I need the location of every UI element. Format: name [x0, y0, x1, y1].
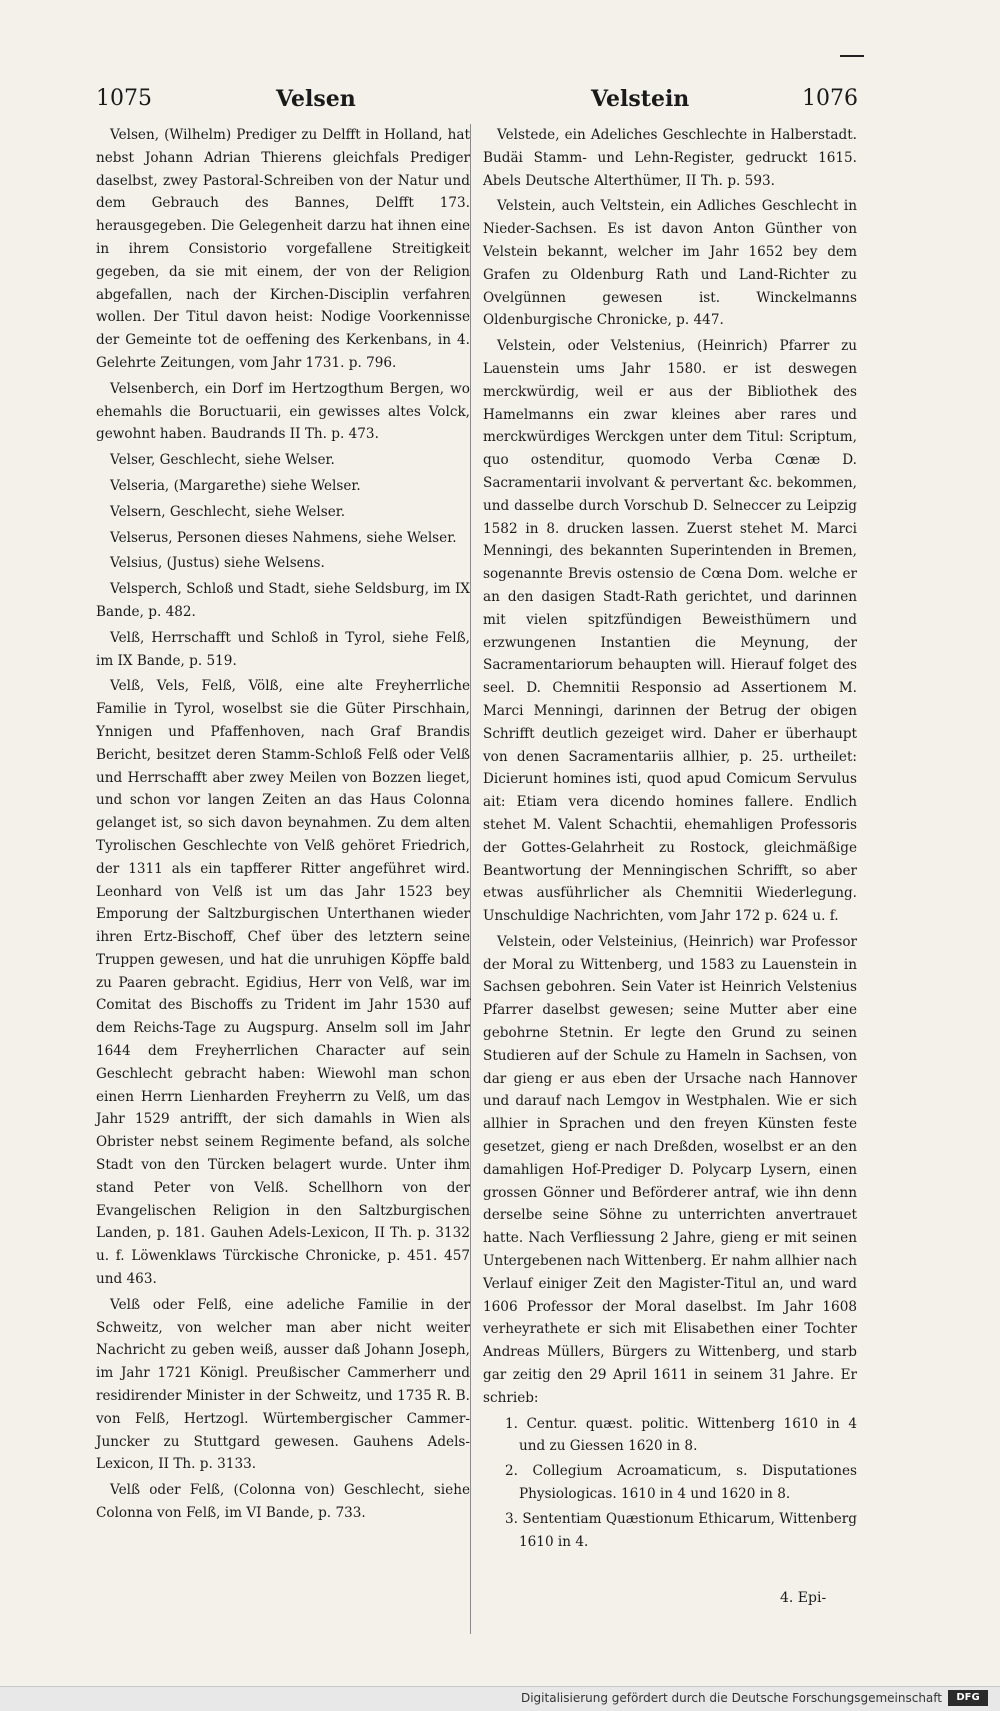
entry-velserus: Velserus, Personen dieses Nahmens, siehe Welser.	[110, 529, 457, 546]
left-running-head: Velsen	[276, 86, 356, 112]
entry-velstede: Velstede, ein Adeliches Geschlechte in Halberstadt. Budäi Stamm- und Lehn-Register, gedruckt 1615. Abels Deutsche Alterthümer, II Th. p. 593.	[483, 127, 857, 189]
entry-velstein-professor: Velstein, oder Velsteinius, (Heinrich) war Professor der Moral zu Wittenberg, und 1583 zu Lauenstein in Sachsen gebohren. Sein Vater ist Heinrich Velstenius Pfarrer daselbst gewesen; seine Mutter aber eine gebohrne Stetnin. Er legte den Grund zu seinen Studieren auf der Schule zu Hameln in Sachsen, von dar gieng er aus eben der Ursache nach Hannover und darauf nach Lemgov in Westphalen. Wie er sich allhier in Sprachen und den freyen Künsten feste gesetzet, gieng er nach Dreßden, woselbst er an den damahligen Hof-Prediger D. Polycarp Lysern, einen grossen Gönner und Beförderer antraf, wie ihn denn derselbe seine Söhne zu unterrichten anvertrauet hatte. Nach Verfliessung 2 Jahre, gieng er mit seinen Untergebenen nach Wittenberg. Er nahm allhier nach Verlauf einiger Zeit den Magister-Titul an, und ward 1606 Professor der Moral daselbst. Im Jahr 1608 verheyrathete er sich mit Elisabethen einer Tochter Andreas Müllers, Bürgers zu Wittenberg, und starb gar zeitig den 29 April 1611 in seinem 31 Jahre. Er schrieb:	[483, 933, 857, 1406]
works-list	[505, 1413, 857, 1554]
entry-velss-schweitz: Velß oder Felß, eine adeliche Familie in der Schweitz, von welcher man aber nicht weiter Nachricht zu geben weiß, ausser daß Johann Joseph, im Jahr 1721 Königl. Preußischer Cammerherr und residirender Minister in der Schweitz, und 1735 R. B. von Felß, Hertzogl. Würtembergischer Cammer-Juncker zu Stuttgard gewesen. Gauhens Adels-Lexicon, II Th. p. 3133.	[96, 1296, 470, 1473]
right-running-head: Velstein	[591, 86, 690, 112]
footer-bar	[0, 1686, 1000, 1711]
entry-velstein-adlich: Velstein, auch Veltstein, ein Adliches Geschlecht in Nieder-Sachsen. Es ist davon Anton Günther von Velstein bekannt, welcher im Jahr 1652 bey dem Grafen zu Oldenburg Rath und Land-Richter zu Ovelgünnen gewesen ist. Winckelmanns Oldenburgische Chronicke, p. 447.	[483, 198, 857, 329]
right-page-number: 1076	[802, 86, 858, 111]
entry-velsen-wilhelm: Velsen, (Wilhelm) Prediger zu Delfft in Holland, hat nebst Johann Adrian Thierens gleichfals Prediger daselbst, zwey Pastoral-Schreiben von der Natur und dem Gebrauch des Bannes, Delfft 173. herausgegeben. Die Gelegenheit darzu hat ihnen eine in ihrem Consistorio vorgefallene Streitigkeit gegeben, da sie mit einem, der von der Religion abgefallen, nach der Kirchen-Disciplin verfahren wollen. Der Titul davon heist: Nodige Voorkennisse der Gemeinte tot de oeffening des Kerkenbans, in 4. Gelehrte Zeitungen, vom Jahr 1731. p. 796.	[96, 127, 470, 371]
entry-velss-colonna: Velß oder Felß, (Colonna von) Geschlecht, siehe Colonna von Felß, im VI Bande, p. 733.	[96, 1482, 470, 1522]
dfg-logo: DFG	[948, 1690, 988, 1706]
works-list-item: 2. Collegium Acroamaticum, s. Disputationes Physiologicas. 1610 in 4 und 1620 in 8.	[505, 1463, 857, 1503]
entry-velsius: Velsius, (Justus) siehe Welsens.	[110, 555, 325, 572]
column-divider	[470, 124, 471, 1634]
works-list-item: 3. Sententiam Quæstionum Ethicarum, Wittenberg 1610 in 4.	[505, 1510, 857, 1550]
page-header	[96, 80, 858, 116]
left-page-number: 1075	[96, 86, 152, 111]
entry-velsenberch: Velsenberch, ein Dorf im Hertzogthum Bergen, wo ehemahls die Boructuarii, ein gewisses altes Volck, gewohnt haben. Baudrands II Th. p. 473.	[96, 380, 470, 443]
entry-velseria: Velseria, (Margarethe) siehe Welser.	[110, 477, 361, 494]
entry-velstein-pfarrer: Velstein, oder Velstenius, (Heinrich) Pfarrer zu Lauenstein ums Jahr 1580. er ist deswegen merckwürdig, weil er aus der Bibliothek des Hamelmanns ein zwar kleines aber rares und merckwürdiges Werckgen unter dem Titul: Scriptum, quo ostenditur, quomodo Verba Cœnæ D. Sacramentarii involvant & pervertant &c. bekommen, und dasselbe durch Vorschub D. Selneccer zu Leipzig 1582 in 8. drucken lassen. Zuerst stehet M. Marci Menningi, des bekannten Superintenden in Bremen, sogenannte Brevis ostensio de Cœna Dom. welche er an den dasigen Stadt-Rath gerichtet, und darinnen mit vielen spitzfündigen Beweisthümern und erzwungenen Instantien die Meynung, der Sacramentariorum behaupten will. Hierauf folget des seel. D. Chemnitii Responsio ad Assertionem M. Marci Menningi, darinnen der Betrug der obigen Schrifft deutlich gezeiget wird. Daher er überhaupt von denen Sacramentariis allhier, p. 25. urtheilet: Dicierunt homines isti, quod apud Comicum Servulus ait: Etiam vera dicendo homines fallere. Endlich stehet M. Valent Schachtii, ehemahligen Professoris der Gottes-Gelahrheit zu Rostock, gleichmäßige Beantwortung der Menningischen Schrifft, so aber etwas ausführlicher als Chemnitii Wiederlegung. Unschuldige Nachrichten, vom Jahr 172 p. 624 u. f.	[483, 338, 857, 925]
catchword: 4. Epi-	[780, 1590, 827, 1606]
entry-velsperch: Velsperch, Schloß und Stadt, siehe Seldsburg, im IX Bande, p. 482.	[96, 581, 470, 620]
footer-credit: Digitalisierung gefördert durch die Deutsche Forschungsgemeinschaft	[520, 1691, 942, 1705]
works-list-item: 1. Centur. quæst. politic. Wittenberg 1610 in 4 und zu Giessen 1620 in 8.	[505, 1415, 857, 1455]
top-rule	[840, 55, 864, 57]
right-column	[483, 124, 857, 1555]
left-column	[96, 124, 470, 1528]
entry-velss-herrschafft: Velß, Herrschafft und Schloß in Tyrol, siehe Felß, im IX Bande, p. 519.	[96, 629, 470, 669]
entry-velser: Velser, Geschlecht, siehe Welser.	[110, 452, 335, 469]
entry-velss-tyrol: Velß, Vels, Felß, Völß, eine alte Freyherrliche Familie in Tyrol, woselbst sie die Güter Pirschhain, Ynnigen und Pfaffenhoven, nach Graf Brandis Bericht, besitzet deren Stamm-Schloß Felß oder Velß und Herrschafft aber zwey Meilen von Bozzen lieget, und schon vor langen Zeiten an das Haus Colonna gelanget ist, so sich davon beynahmen. Zu dem alten Tyrolischen Geschlechte von Velß gehöret Friedrich, der 1311 als ein tapfferer Ritter angeführet wird. Leonhard von Velß ist um das Jahr 1523 bey Emporung der Saltzburgischen Unterthanen wieder ihren Ertz-Bischoff, Chef über des letztern seine Truppen gewesen, und hat die unruhigen Köpffe bald zu Paaren gebracht. Egidius, Herr von Velß, war im Comitat des Bischoffs zu Trident im Jahr 1530 auf dem Reichs-Tage zu Augspurg. Anselm soll im Jahr 1644 dem Freyherrlichen Character auf sein Geschlecht gebracht haben: Wiewohl man schon einen Herrn Lienharden Freyherrn zu Velß, um das Jahr 1529 antrifft, der sich damahls in Wien als Obrister nebst seinem Regimente befand, als solche Stadt von den Türcken belagert wurde. Unter ihm stand Peter von Velß. Schellhorn von der Evangelischen Religion in den Saltzburgischen Landen, p. 181. Gauhen Adels-Lexicon, II Th. p. 3132 u. f. Löwenklaws Türckische Chronicke, p. 451. 457 und 463.	[96, 678, 470, 1288]
entry-velsern: Velsern, Geschlecht, siehe Welser.	[110, 503, 346, 520]
